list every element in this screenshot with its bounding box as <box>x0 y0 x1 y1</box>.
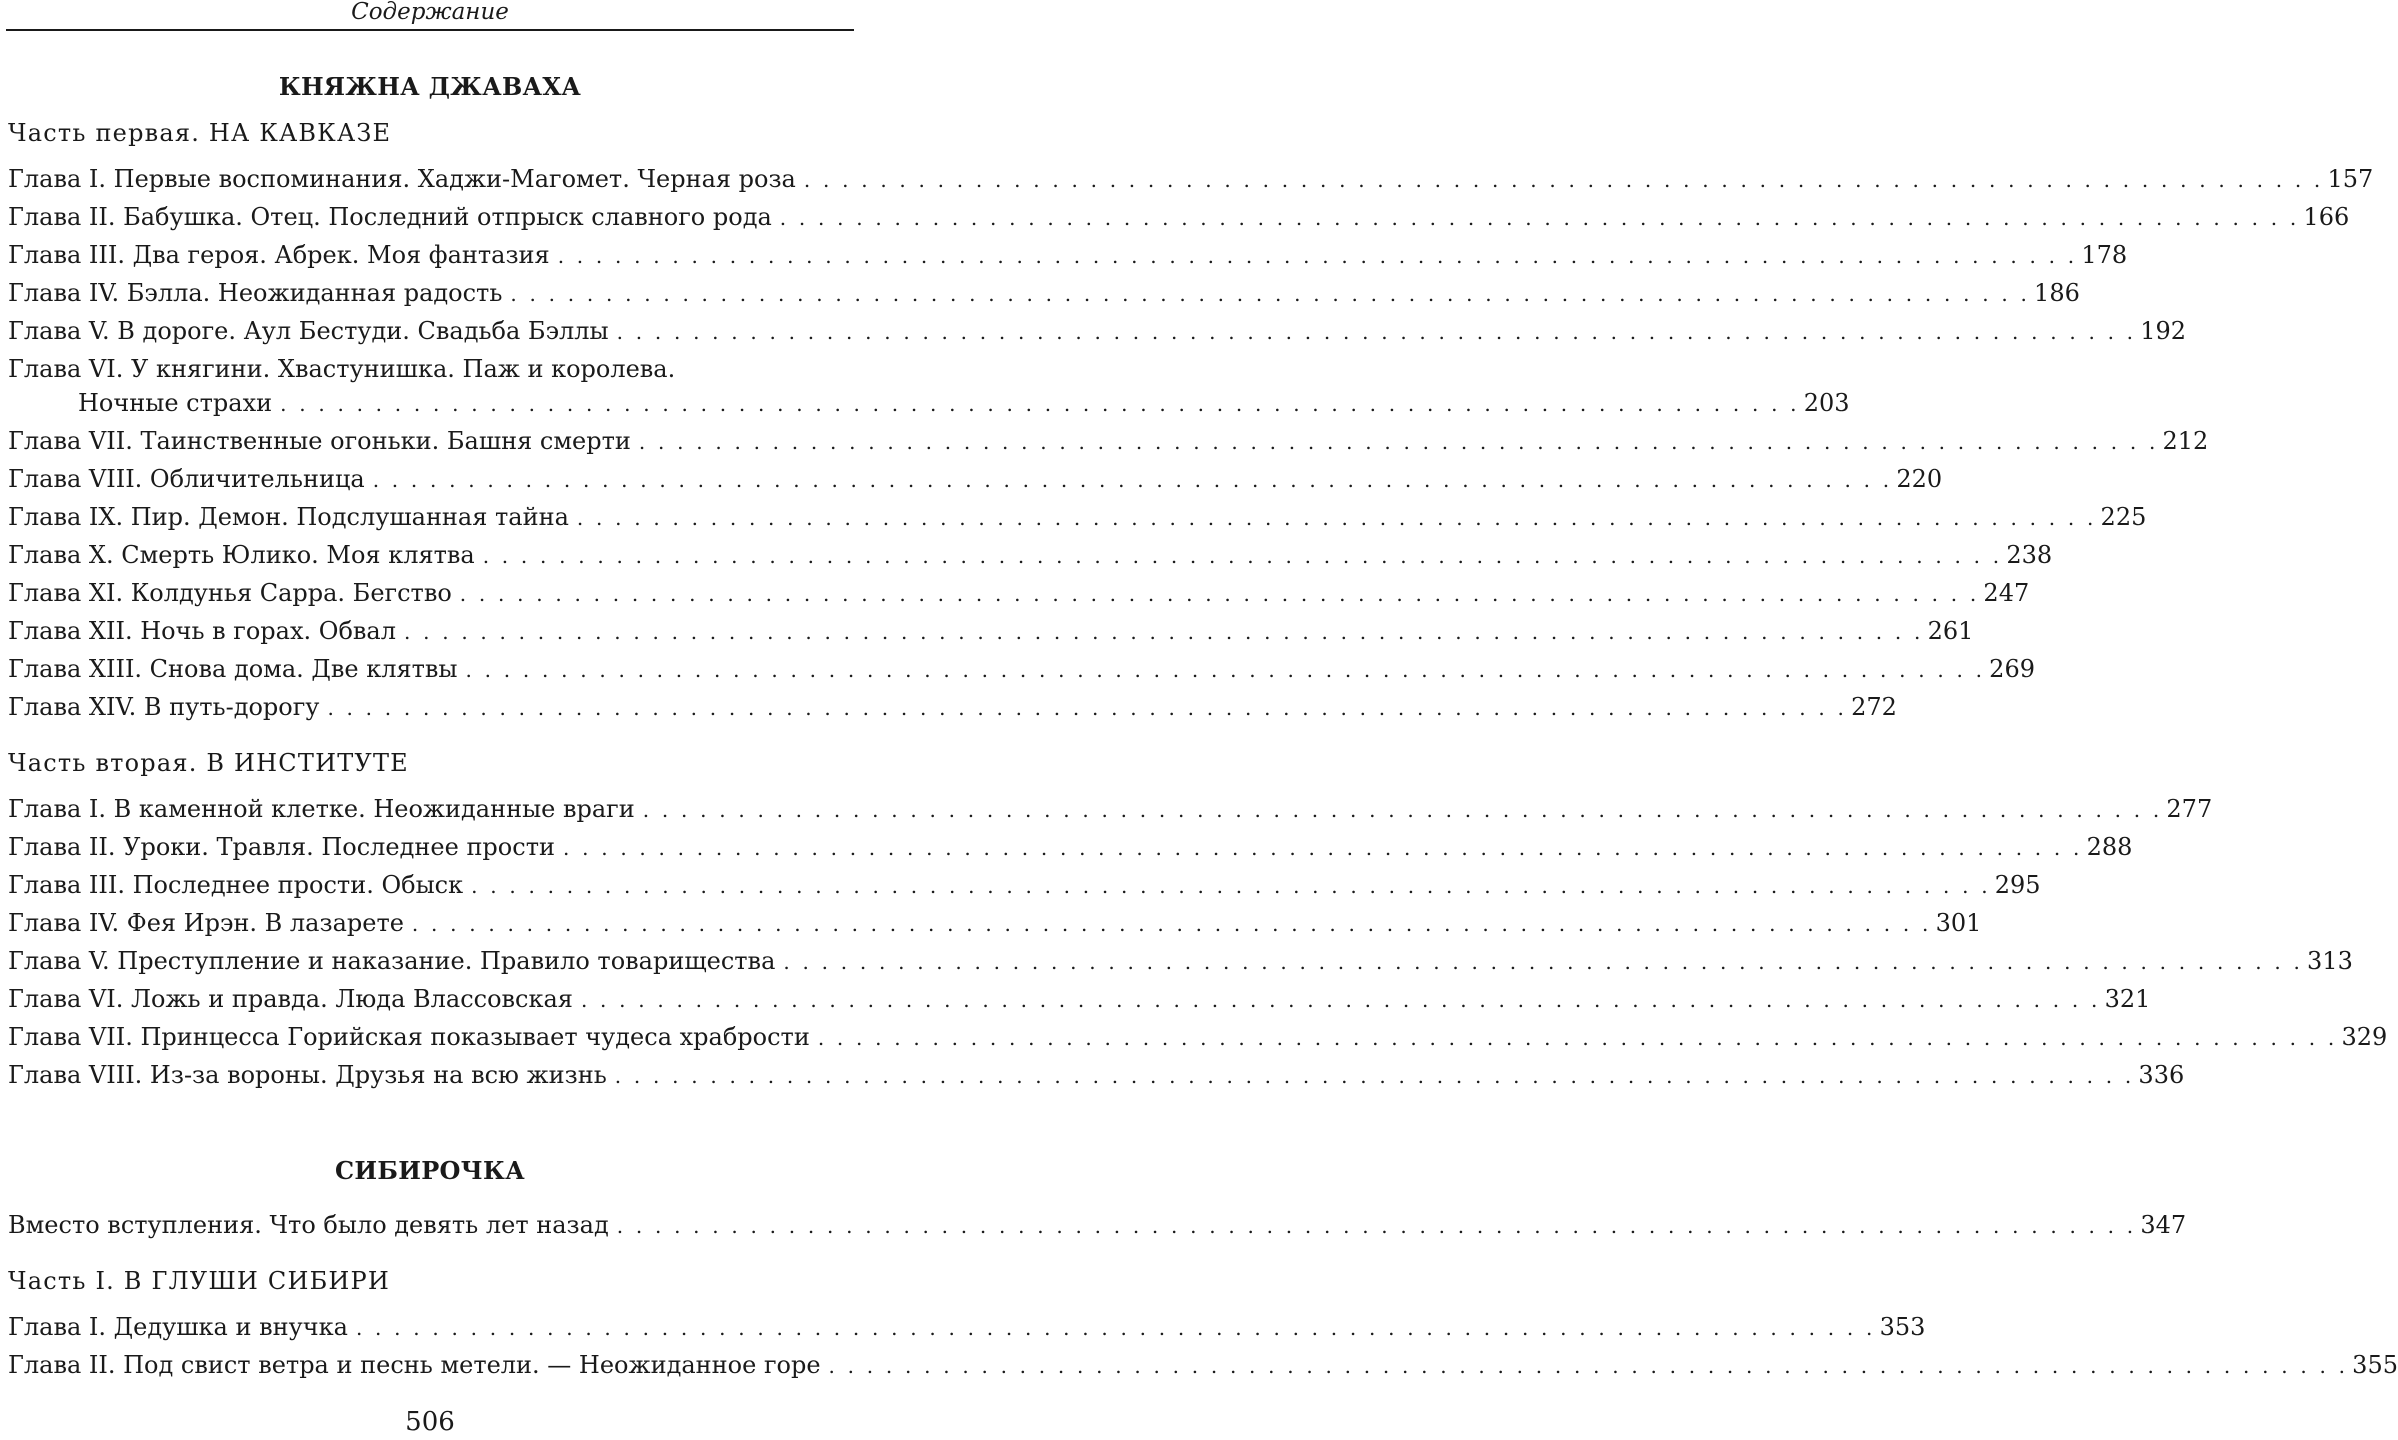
toc-entry[interactable] <box>8 904 1982 943</box>
toc-entry[interactable] <box>8 1018 2388 1057</box>
toc-entry-title: Глава VII. Таинственные огоньки. Башня смерти <box>8 422 633 460</box>
dot-leader: . . . . . . . . . . . . . . . . . . . . . . . . . . . . . . . . . . . . . . . . . . . . . . . . . . . . . . . . . . . . . . . . . . . . . . . . . . . . . . . . <box>465 658 1986 682</box>
toc-entry-title: Глава VII. Принцесса Горийская показывает чудеса храбрости <box>8 1018 812 1056</box>
toc-entry-title: Глава XIII. Снова дома. Две клятвы <box>8 650 460 688</box>
toc-entry-title: Глава IX. Пир. Демон. Подслушанная тайна <box>8 498 571 536</box>
toc-entry-title-line1[interactable]: Глава VI. У княгини. Хвастунишка. Паж и королева. <box>8 355 676 383</box>
toc-entry-title: Глава IV. Бэлла. Неожиданная радость <box>8 274 504 312</box>
toc-entry[interactable] <box>8 1346 2398 1385</box>
toc-entry[interactable] <box>8 312 2187 351</box>
dot-leader: . . . . . . . . . . . . . . . . . . . . . . . . . . . . . . . . . . . . . . . . . . . . . . . . . . . . . . . . . . . . . . . . . . . . . . . . . . . . . . . . <box>482 544 2003 568</box>
toc-entry-page: 261 <box>1927 617 1974 645</box>
toc-entry-page: 295 <box>1994 871 2041 899</box>
toc-entry-page: 336 <box>2138 1061 2185 1089</box>
dot-leader: . . . . . . . . . . . . . . . . . . . . . . . . . . . . . . . . . . . . . . . . . . . . . . . . . . . . . . . . . . . . . . . . . . . . . . . . . . . . . . . . <box>280 392 1800 416</box>
toc-entry-title: Глава V. В дороге. Аул Бестуди. Свадьба Бэллы <box>8 312 611 350</box>
dot-leader: . . . . . . . . . . . . . . . . . . . . . . . . . . . . . . . . . . . . . . . . . . . . . . . . . . . . . . . . . . . . . . . . . . . . . . . . . . . . . . . . <box>580 988 2101 1012</box>
toc-entry[interactable] <box>8 688 1897 727</box>
toc-entry-page: 355 <box>2352 1351 2398 1379</box>
part-title-3: Часть I. В ГЛУШИ СИБИРИ <box>8 1267 391 1295</box>
toc-entry-title: Глава II. Бабушка. Отец. Последний отпрыск славного рода <box>8 198 774 236</box>
dot-leader: . . . . . . . . . . . . . . . . . . . . . . . . . . . . . . . . . . . . . . . . . . . . . . . . . . . . . . . . . . . . . . . . . . . . . . . . . . . . . . . . <box>576 506 2097 530</box>
toc-entry-page: 272 <box>1851 693 1897 721</box>
toc-entry-page: 277 <box>2166 795 2213 823</box>
dot-leader: . . . . . . . . . . . . . . . . . . . . . . . . . . . . . . . . . . . . . . . . . . . . . . . . . . . . . . . . . . . . . . . . . . . . . . . . . . . . . . . . <box>614 1064 2135 1088</box>
dot-leader: . . . . . . . . . . . . . . . . . . . . . . . . . . . . . . . . . . . . . . . . . . . . . . . . . . . . . . . . . . . . . . . . . . . . . . . . . . . . . . . . <box>817 1026 2338 1050</box>
toc-entry[interactable] <box>8 198 2350 237</box>
dot-leader: . . . . . . . . . . . . . . . . . . . . . . . . . . . . . . . . . . . . . . . . . . . . . . . . . . . . . . . . . . . . . . . . . . . . . . . . . . . . . . . . <box>510 282 2031 306</box>
toc-entry-title: Глава II. Под свист ветра и песнь метели. — Неожиданное горе <box>8 1346 823 1384</box>
book-title-knyazhna: КНЯЖНА ДЖАВАХА <box>278 72 582 101</box>
part-title-2: Часть вторая. В ИНСТИТУТЕ <box>8 749 409 777</box>
toc-entry-title: Глава VI. Ложь и правда. Люда Влассовская <box>8 980 575 1018</box>
toc-entry-title: Глава XI. Колдунья Сарра. Бегство <box>8 574 454 612</box>
dot-leader: . . . . . . . . . . . . . . . . . . . . . . . . . . . . . . . . . . . . . . . . . . . . . . . . . . . . . . . . . . . . . . . . . . . . . . . . . . . . . . . . <box>355 1316 1876 1340</box>
toc-entry-title: Глава III. Последнее прости. Обыск <box>8 866 465 904</box>
toc-entry-page: 178 <box>2081 241 2128 269</box>
toc-entry-page: 186 <box>2034 279 2080 307</box>
toc-entry[interactable] <box>8 274 2080 313</box>
toc-entry-page: 247 <box>1983 579 2030 607</box>
toc-entry-title: Глава VIII. Обличительница <box>8 460 367 498</box>
toc-entry-title: Вместо вступления. Что было девять лет назад <box>8 1206 611 1244</box>
toc-entry[interactable] <box>8 790 2213 829</box>
toc-entry[interactable] <box>8 980 2151 1019</box>
dot-leader: . . . . . . . . . . . . . . . . . . . . . . . . . . . . . . . . . . . . . . . . . . . . . . . . . . . . . . . . . . . . . . . . . . . . . . . . . . . . . . . . <box>803 168 2324 192</box>
toc-entry-title: Глава V. Преступление и наказание. Правило товарищества <box>8 942 777 980</box>
toc-entry[interactable] <box>8 942 2353 981</box>
toc-entry-page: 301 <box>1935 909 1982 937</box>
dot-leader: . . . . . . . . . . . . . . . . . . . . . . . . . . . . . . . . . . . . . . . . . . . . . . . . . . . . . . . . . . . . . . . . . . . . . . . . . . . . . . . . <box>616 320 2137 344</box>
toc-entry-intro[interactable] <box>8 1206 2187 1245</box>
toc-entry-page: 329 <box>2341 1023 2388 1051</box>
toc-entry[interactable] <box>8 460 1943 499</box>
toc-entry-title: Ночные страхи <box>78 384 274 422</box>
dot-leader: . . . . . . . . . . . . . . . . . . . . . . . . . . . . . . . . . . . . . . . . . . . . . . . . . . . . . . . . . . . . . . . . . . . . . . . . . . . . . . . . <box>779 206 2300 230</box>
toc-entry-page: 288 <box>2086 833 2133 861</box>
dot-leader: . . . . . . . . . . . . . . . . . . . . . . . . . . . . . . . . . . . . . . . . . . . . . . . . . . . . . . . . . . . . . . . . . . . . . . . . . . . . . . . . <box>557 244 2078 268</box>
toc-entry[interactable] <box>8 536 2053 575</box>
page-number: 506 <box>405 1407 455 1437</box>
toc-entry[interactable] <box>8 650 2035 689</box>
toc-entry-title: Глава VIII. Из-за вороны. Друзья на всю жизнь <box>8 1056 609 1094</box>
toc-entry-page: 225 <box>2100 503 2147 531</box>
toc-entry-page: 192 <box>2140 317 2187 345</box>
dot-leader: . . . . . . . . . . . . . . . . . . . . . . . . . . . . . . . . . . . . . . . . . . . . . . . . . . . . . . . . . . . . . . . . . . . . . . . . . . . . . . . . <box>403 620 1924 644</box>
toc-entry-page: 347 <box>2140 1211 2187 1239</box>
dot-leader: . . . . . . . . . . . . . . . . . . . . . . . . . . . . . . . . . . . . . . . . . . . . . . . . . . . . . . . . . . . . . . . . . . . . . . . . . . . . . . . . <box>638 430 2159 454</box>
toc-entry[interactable] <box>8 574 2030 613</box>
toc-entry-title: Глава II. Уроки. Травля. Последнее прости <box>8 828 557 866</box>
toc-entry-title: Глава III. Два героя. Абрек. Моя фантазия <box>8 236 552 274</box>
book-title-sibirochka: СИБИРОЧКА <box>335 1156 525 1185</box>
dot-leader: . . . . . . . . . . . . . . . . . . . . . . . . . . . . . . . . . . . . . . . . . . . . . . . . . . . . . . . . . . . . . . . . . . . . . . . . . . . . . . . . <box>642 798 2163 822</box>
dot-leader: . . . . . . . . . . . . . . . . . . . . . . . . . . . . . . . . . . . . . . . . . . . . . . . . . . . . . . . . . . . . . . . . . . . . . . . . . . . . . . . . <box>828 1354 2349 1378</box>
dot-leader: . . . . . . . . . . . . . . . . . . . . . . . . . . . . . . . . . . . . . . . . . . . . . . . . . . . . . . . . . . . . . . . . . . . . . . . . . . . . . . . . <box>471 874 1991 898</box>
toc-entry-title: Глава X. Смерть Юлико. Моя клятва <box>8 536 477 574</box>
toc-entry-page: 220 <box>1896 465 1943 493</box>
dot-leader: . . . . . . . . . . . . . . . . . . . . . . . . . . . . . . . . . . . . . . . . . . . . . . . . . . . . . . . . . . . . . . . . . . . . . . . . . . . . . . . . <box>562 836 2083 860</box>
toc-entry-page: 203 <box>1803 389 1850 417</box>
dot-leader: . . . . . . . . . . . . . . . . . . . . . . . . . . . . . . . . . . . . . . . . . . . . . . . . . . . . . . . . . . . . . . . . . . . . . . . . . . . . . . . . <box>783 950 2304 974</box>
part-title-1: Часть первая. НА КАВКАЗЕ <box>8 119 392 147</box>
toc-entry-page: 157 <box>2327 165 2374 193</box>
dot-leader: . . . . . . . . . . . . . . . . . . . . . . . . . . . . . . . . . . . . . . . . . . . . . . . . . . . . . . . . . . . . . . . . . . . . . . . . . . . . . . . . <box>616 1214 2137 1238</box>
header-rule <box>6 29 854 31</box>
toc-entry-page: 166 <box>2303 203 2350 231</box>
dot-leader: . . . . . . . . . . . . . . . . . . . . . . . . . . . . . . . . . . . . . . . . . . . . . . . . . . . . . . . . . . . . . . . . . . . . . . . . . . . . . . . . <box>459 582 1980 606</box>
toc-entry[interactable] <box>8 236 2128 275</box>
toc-entry-page: 269 <box>1989 655 2035 683</box>
toc-entry[interactable] <box>78 384 1850 423</box>
toc-entry[interactable] <box>8 828 2133 867</box>
toc-entry-page: 238 <box>2006 541 2053 569</box>
toc-entry[interactable] <box>8 866 2041 905</box>
toc-entry-title: Глава I. Первые воспоминания. Хаджи-Магомет. Черная роза <box>8 160 798 198</box>
toc-entry[interactable] <box>8 422 2209 461</box>
toc-entry[interactable] <box>8 498 2147 537</box>
toc-entry-page: 212 <box>2162 427 2209 455</box>
toc-entry-page: 353 <box>1879 1313 1926 1341</box>
toc-entry-title: Глава XIV. В путь-дорогу <box>8 688 321 726</box>
toc-entry[interactable] <box>8 1056 2185 1095</box>
dot-leader: . . . . . . . . . . . . . . . . . . . . . . . . . . . . . . . . . . . . . . . . . . . . . . . . . . . . . . . . . . . . . . . . . . . . . . . . . . . . . . . . <box>327 696 1848 720</box>
toc-entry[interactable] <box>8 160 2374 199</box>
toc-entry-page: 313 <box>2307 947 2353 975</box>
running-head: Содержание <box>351 0 509 25</box>
toc-entry[interactable] <box>8 1308 1926 1347</box>
toc-entry-title: Глава I. Дедушка и внучка <box>8 1308 350 1346</box>
toc-entry-page: 321 <box>2104 985 2151 1013</box>
toc-entry-title: Глава IV. Фея Ирэн. В лазарете <box>8 904 406 942</box>
dot-leader: . . . . . . . . . . . . . . . . . . . . . . . . . . . . . . . . . . . . . . . . . . . . . . . . . . . . . . . . . . . . . . . . . . . . . . . . . . . . . . . . <box>372 468 1893 492</box>
dot-leader: . . . . . . . . . . . . . . . . . . . . . . . . . . . . . . . . . . . . . . . . . . . . . . . . . . . . . . . . . . . . . . . . . . . . . . . . . . . . . . . . <box>411 912 1932 936</box>
toc-entry[interactable] <box>8 612 1974 651</box>
toc-entry-title: Глава XII. Ночь в горах. Обвал <box>8 612 398 650</box>
toc-entry-title: Глава I. В каменной клетке. Неожиданные враги <box>8 790 637 828</box>
